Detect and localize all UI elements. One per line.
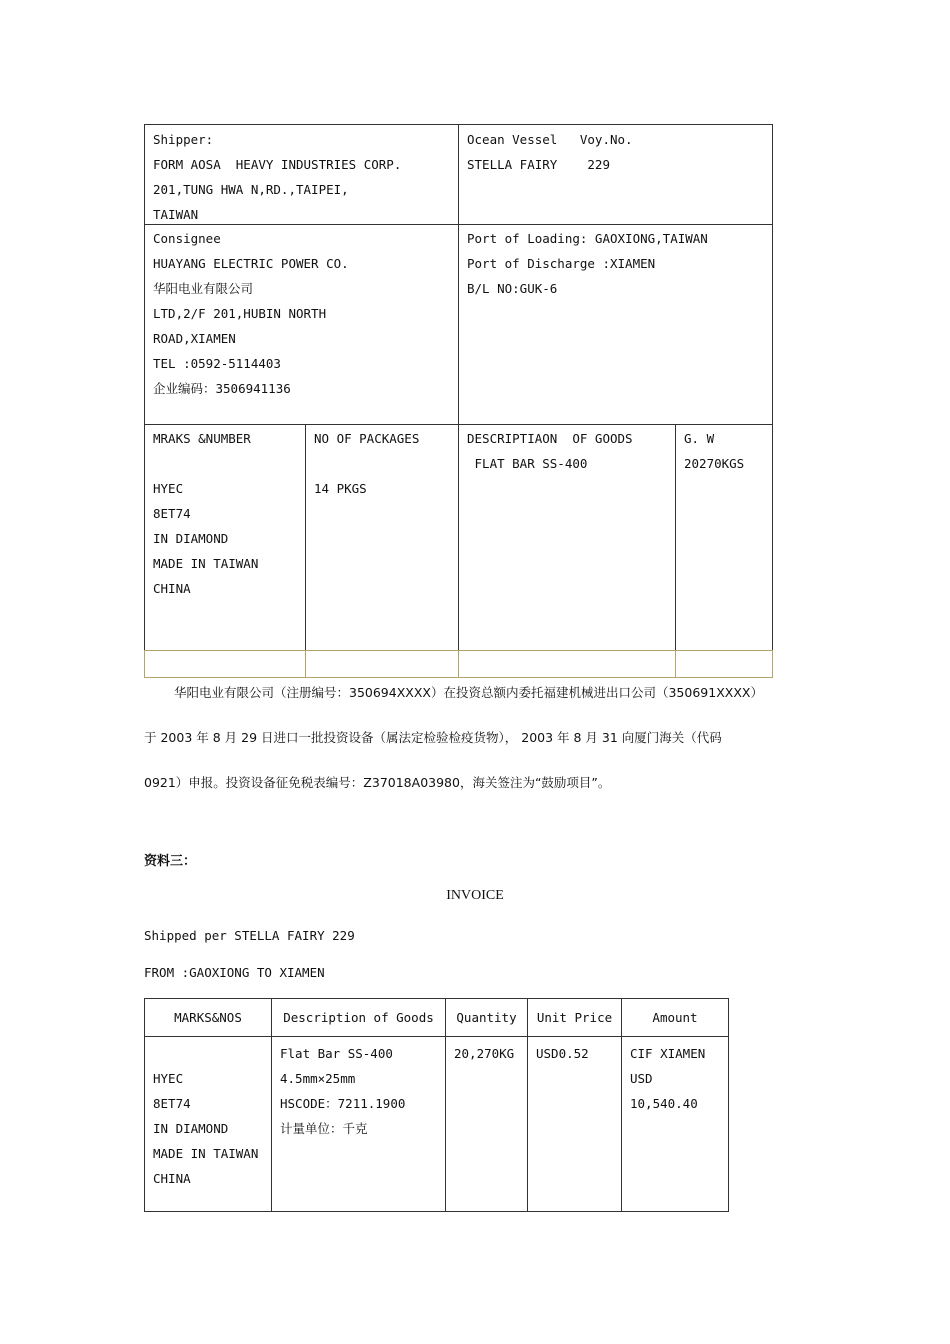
quantity-value: 20,270KG: [454, 1046, 515, 1061]
port-of-discharge: Port of Discharge :XIAMEN: [467, 256, 656, 271]
bl-row-consignee: [144, 224, 773, 425]
description-header: DESCRIPTIAON OF GOODS: [467, 431, 633, 446]
divider: [458, 125, 459, 224]
weight-cell: [684, 426, 744, 476]
paragraph-line: 0921）申报。投资设备征免税表编号：Z37018A03980，海关签注为“鼓励项目”。: [144, 775, 611, 790]
amount-cell: [622, 1037, 729, 1212]
column-header: Unit Price: [528, 999, 622, 1037]
weight-value: 20270KGS: [684, 456, 745, 471]
consignee-line: 企业编码：3506941136: [153, 381, 291, 396]
port-of-loading: Port of Loading: GAOXIONG,TAIWAN: [467, 231, 708, 246]
bl-number: B/L NO:GUK-6: [467, 281, 558, 296]
unit-price-cell: [528, 1037, 622, 1212]
invoice-table: [144, 998, 729, 1212]
marks-line: IN DIAMOND: [153, 531, 229, 546]
invoice-title: INVOICE: [446, 888, 504, 903]
consignee-line: ROAD,XIAMEN: [153, 331, 236, 346]
import-description-paragraph: [144, 670, 804, 805]
marks-line: MADE IN TAIWAN: [153, 556, 259, 571]
marks-line: HYEC: [153, 1071, 184, 1086]
amount-line: 10,540.40: [630, 1096, 698, 1111]
marks-line: HYEC: [153, 481, 184, 496]
marks-line: 8ET74: [153, 1096, 191, 1111]
vessel-value: STELLA FAIRY 229: [467, 157, 610, 172]
consignee-label: Consignee: [153, 231, 221, 246]
bill-of-lading-table: [144, 124, 773, 679]
unit-price-value: USD0.52: [536, 1046, 589, 1061]
description-cell: [272, 1037, 446, 1212]
description-line: 4.5mm×25mm: [280, 1071, 356, 1086]
from-to: FROM :GAOXIONG TO XIAMEN: [144, 965, 325, 980]
description-value: FLAT BAR SS-400: [467, 456, 588, 471]
consignee-line: 华阳电业有限公司: [153, 281, 254, 296]
paragraph-line: 于 2003 年 8 月 29 日进口一批投资设备（属法定检验检疫货物）， 2003 年 8 月 31 向厦门海关（代码: [144, 730, 722, 745]
description-line: Flat Bar SS-400: [280, 1046, 393, 1061]
marks-line: MADE IN TAIWAN: [153, 1146, 259, 1161]
description-cell: [467, 426, 633, 476]
shipper-line: 201,TUNG HWA N,RD.,TAIPEI,: [153, 182, 349, 197]
divider: [675, 424, 676, 650]
marks-line: CHINA: [153, 1171, 191, 1186]
description-line: 计量单位：千克: [280, 1121, 368, 1136]
section-title: 资料三：: [144, 854, 197, 869]
bl-row-goods: [144, 424, 773, 651]
vessel-cell: [467, 127, 633, 177]
amount-line: CIF XIAMEN: [630, 1046, 706, 1061]
marks-header: MRAKS &NUMBER: [153, 431, 251, 446]
vessel-label: Ocean Vessel Voy.No.: [467, 132, 633, 147]
shipper-line: FORM AOSA HEAVY INDUSTRIES CORP.: [153, 157, 402, 172]
packages-header: NO OF PACKAGES: [314, 431, 420, 446]
table-row: [145, 1037, 729, 1212]
ports-cell: [467, 226, 708, 301]
column-header: Description of Goods: [272, 999, 446, 1037]
consignee-line: HUAYANG ELECTRIC POWER CO.: [153, 256, 349, 271]
column-header: Quantity: [446, 999, 528, 1037]
marks-line: CHINA: [153, 581, 191, 596]
consignee-cell: [153, 226, 349, 401]
bl-row-shipper: [144, 124, 773, 225]
quantity-cell: [446, 1037, 528, 1212]
shipper-label: Shipper:: [153, 132, 214, 147]
marks-line: IN DIAMOND: [153, 1121, 229, 1136]
divider: [458, 224, 459, 424]
consignee-line: LTD,2/F 201,HUBIN NORTH: [153, 306, 327, 321]
marks-line: 8ET74: [153, 506, 191, 521]
column-header: MARKS&NOS: [145, 999, 272, 1037]
shipped-per: Shipped per STELLA FAIRY 229: [144, 928, 355, 943]
shipper-line: TAIWAN: [153, 207, 199, 222]
consignee-line: TEL :0592-5114403: [153, 356, 281, 371]
amount-line: USD: [630, 1071, 653, 1086]
shipper-cell: [153, 127, 401, 227]
divider: [305, 424, 306, 650]
weight-header: G. W: [684, 431, 715, 446]
paragraph-line: 华阳电业有限公司（注册编号：350694XXXX）在投资总额内委托福建机械进出口公司（350691XXXX）: [174, 685, 763, 700]
description-line: HSCODE：7211.1900: [280, 1096, 406, 1111]
column-header: Amount: [622, 999, 729, 1037]
packages-cell: [314, 426, 419, 501]
packages-value: 14 PKGS: [314, 481, 367, 496]
invoice-header-row: [145, 999, 729, 1037]
marks-cell: [145, 1037, 272, 1212]
marks-cell: [153, 426, 258, 601]
divider: [458, 424, 459, 650]
